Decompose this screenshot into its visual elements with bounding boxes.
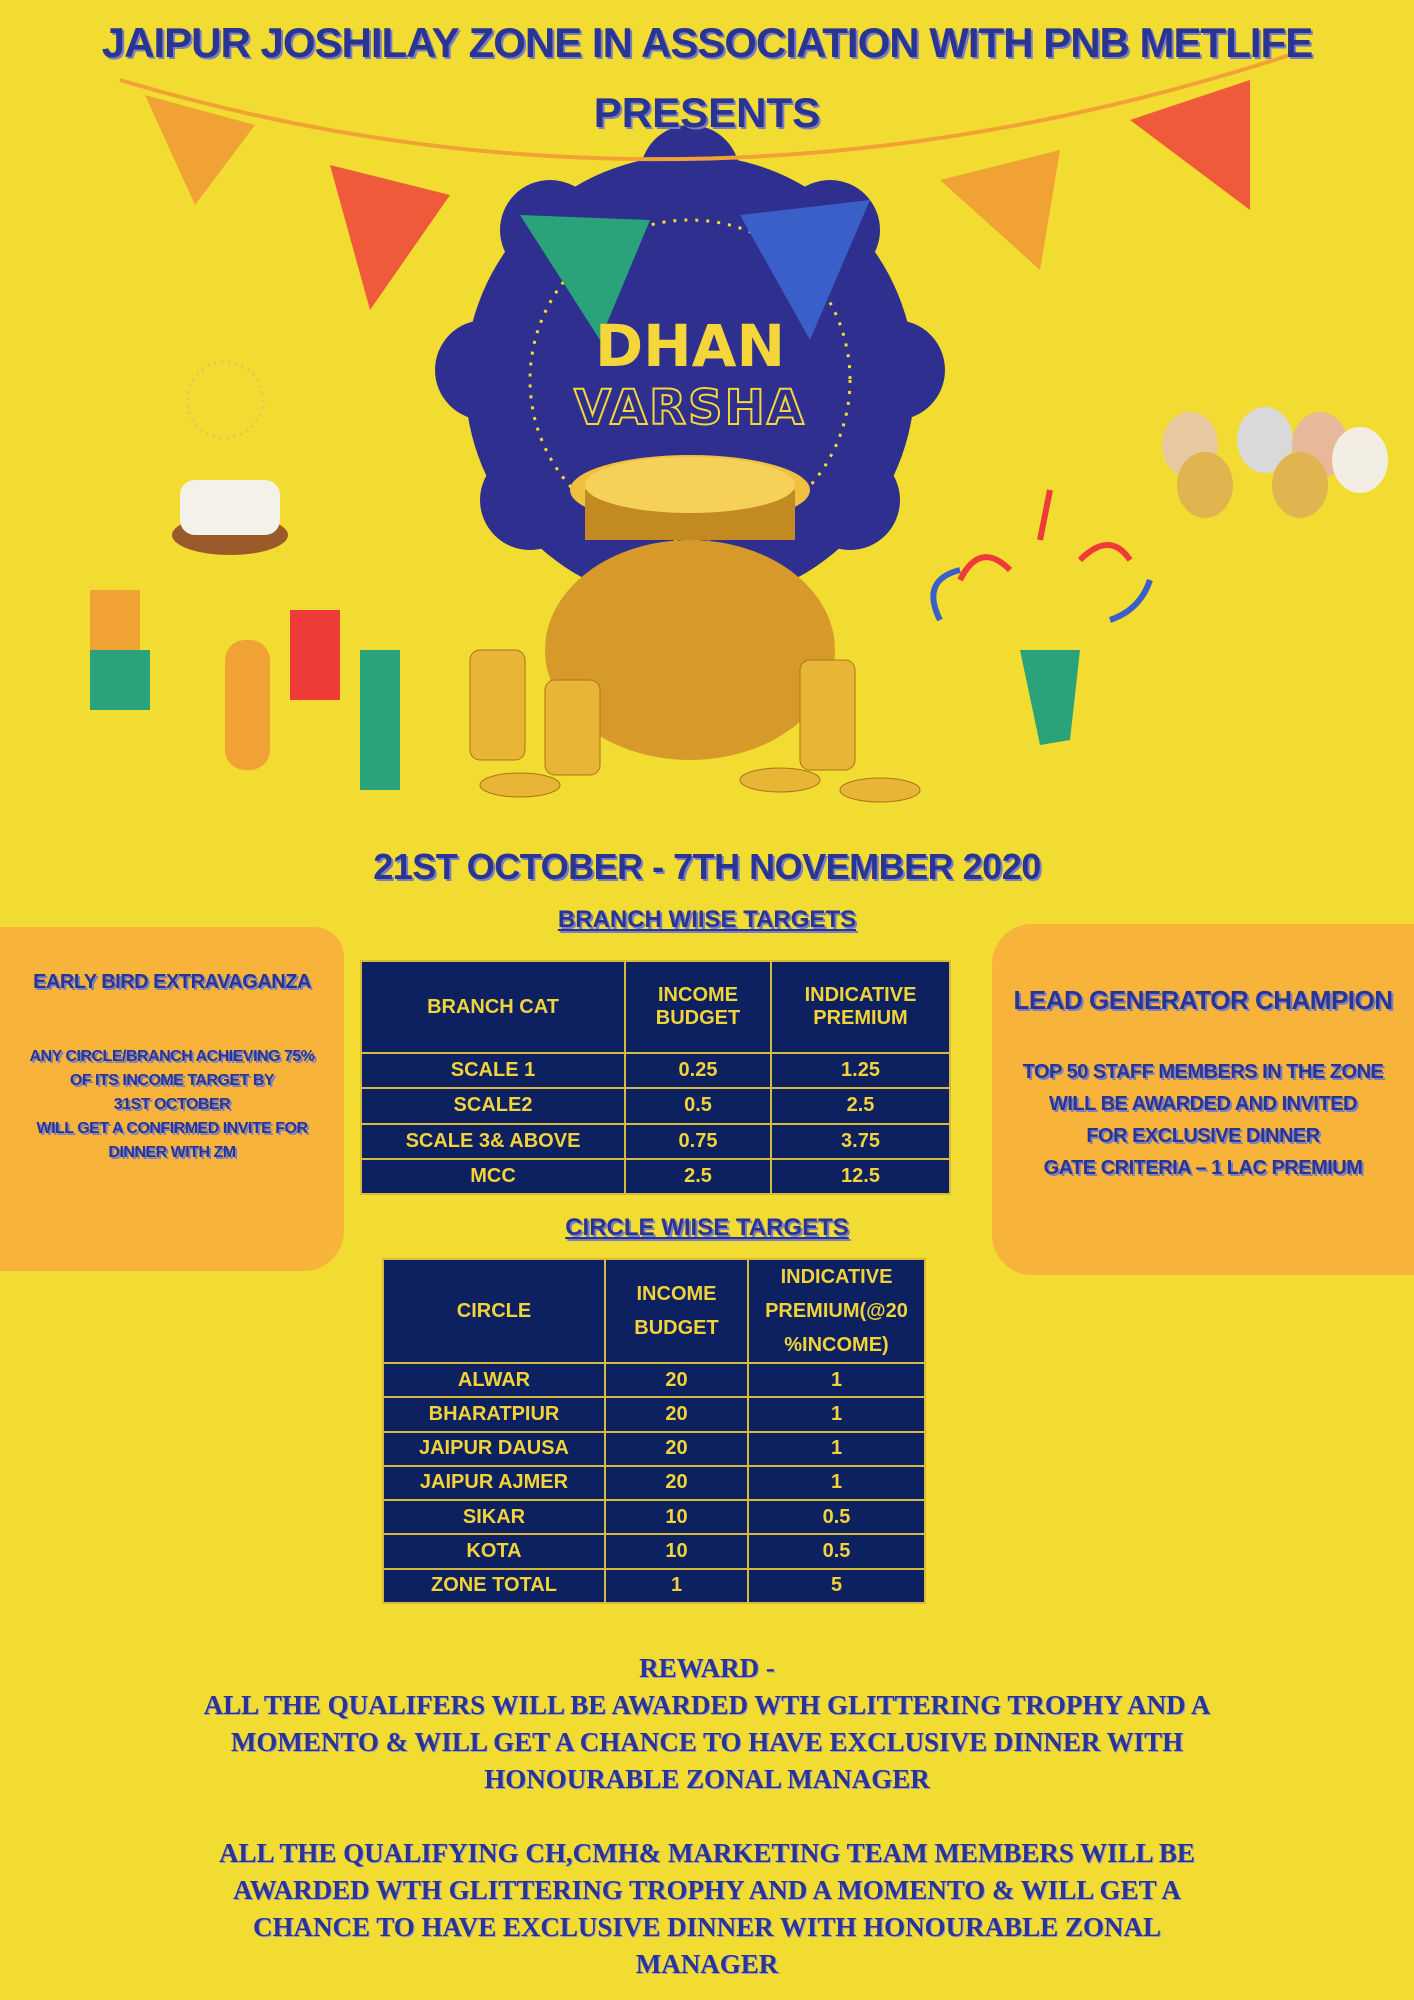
line: MOMENTO & WILL GET A CHANCE TO HAVE EXCLUSIVE DINNER WITH [230,1727,1184,1757]
cell: 10 [605,1534,748,1568]
cell: ALWAR [383,1363,605,1397]
cell: 3.75 [771,1124,950,1159]
cell: ZONE TOTAL [383,1569,605,1603]
header-cell: INDICATIVE PREMIUM(@20 %INCOME) [748,1259,925,1363]
table-row [361,1124,950,1159]
cell: 10 [605,1500,748,1534]
circle-heading-text: CIRCLE WIISE TARGETS [565,1214,849,1241]
dancing-people [90,590,400,790]
flag [940,150,1060,270]
cell: 1 [748,1432,925,1466]
cell: SCALE 3& ABOVE [361,1124,625,1159]
cell: 1 [748,1466,925,1500]
title-presents: PRESENTS [593,89,821,136]
cell: SCALE 1 [361,1053,625,1088]
cell: 20 [605,1432,748,1466]
line: MANAGER [635,1949,779,1979]
table-row [383,1397,925,1431]
logo-text [540,312,840,436]
table-row [361,1159,950,1194]
table-row [383,1432,925,1466]
table-row [383,1534,925,1568]
cell: 0.5 [625,1088,771,1123]
cell: SIKAR [383,1500,605,1534]
lead-gen-title: LEAD GENERATOR CHAMPION [1013,985,1393,1015]
early-bird-title: EARLY BIRD EXTRAVAGANZA [33,971,311,993]
line: CHANCE TO HAVE EXCLUSIVE DINNER WITH HONOURABLE ZONAL [253,1912,1161,1942]
table-row [383,1466,925,1500]
line: WILL GET A CONFIRMED INVITE FOR [36,1120,308,1137]
line: ALL THE QUALIFYING CH,CMH& MARKETING TEAM MEMBERS WILL BE [219,1838,1195,1868]
line: TOP 50 STAFF MEMBERS IN THE ZONE [1022,1061,1384,1083]
line: DINNER WITH ZM [108,1144,236,1161]
cell: SCALE2 [361,1088,625,1123]
header-cell: INDICATIVE PREMIUM [771,961,950,1053]
flag [330,165,450,310]
cell: BHARATPIUR [383,1397,605,1431]
cell: 0.5 [748,1534,925,1568]
cell: KOTA [383,1534,605,1568]
logo-line1: DHAN [594,312,786,380]
cell: JAIPUR DAUSA [383,1432,605,1466]
reward-section [40,1650,1374,1983]
table-header [383,1259,925,1363]
line: 31ST OCTOBER [113,1096,231,1113]
cell: 2.5 [625,1159,771,1194]
cell: 5 [748,1569,925,1603]
branch-heading-text: BRANCH WIISE TARGETS [557,906,857,933]
cell: 0.25 [625,1053,771,1088]
header-cell: BRANCH CAT [361,961,625,1053]
cell: 0.5 [748,1500,925,1534]
circle-targets-table [382,1258,926,1604]
table-row [383,1500,925,1534]
table-row [361,1053,950,1088]
early-bird-text [8,1045,336,1165]
line: FOR EXCLUSIVE DINNER [1086,1125,1320,1147]
balloons-icon [1162,407,1388,518]
cake-icon [172,362,288,555]
header-cell: INCOME BUDGET [625,961,771,1053]
cell: 1 [605,1569,748,1603]
cell: 1 [748,1363,925,1397]
table-row [383,1363,925,1397]
line: HONOURABLE ZONAL MANAGER [484,1764,930,1794]
spacer [40,1798,1374,1835]
branch-targets-table [360,960,951,1195]
table-row [361,1088,950,1123]
cell: 2.5 [771,1088,950,1123]
line: AWARDED WTH GLITTERING TROPHY AND A MOMENTO & WILL GET A [233,1875,1181,1905]
event-date: 21ST OCTOBER - 7TH NOVEMBER 2020 [373,846,1041,887]
header-cell: CIRCLE [383,1259,605,1363]
cell: 20 [605,1363,748,1397]
cell: 20 [605,1466,748,1500]
cell: MCC [361,1159,625,1194]
line: OF ITS INCOME TARGET BY [69,1072,275,1089]
line: GATE CRITERIA – 1 LAC PREMIUM [1043,1157,1363,1179]
circle-heading [0,1214,1414,1242]
table-header [361,961,950,1053]
table-row [383,1569,925,1603]
cell: 0.75 [625,1124,771,1159]
cell: 1 [748,1397,925,1431]
cell: 1.25 [771,1053,950,1088]
cell: JAIPUR AJMER [383,1466,605,1500]
line: ANY CIRCLE/BRANCH ACHIEVING 75% [29,1048,315,1065]
logo-line2: VARSHA [574,380,806,436]
cell: 20 [605,1397,748,1431]
line: WILL BE AWARDED AND INVITED [1049,1093,1357,1115]
line: ALL THE QUALIFERS WILL BE AWARDED WTH GLITTERING TROPHY AND A [203,1690,1211,1720]
lead-gen-text [1000,1056,1406,1184]
party-popper-icon [933,490,1150,745]
title: JAIPUR JOSHILAY ZONE IN ASSOCIATION WITH PNB METLIFE [101,19,1313,66]
header-cell: INCOME BUDGET [605,1259,748,1363]
cell: 12.5 [771,1159,950,1194]
reward-heading: REWARD - [639,1653,775,1683]
